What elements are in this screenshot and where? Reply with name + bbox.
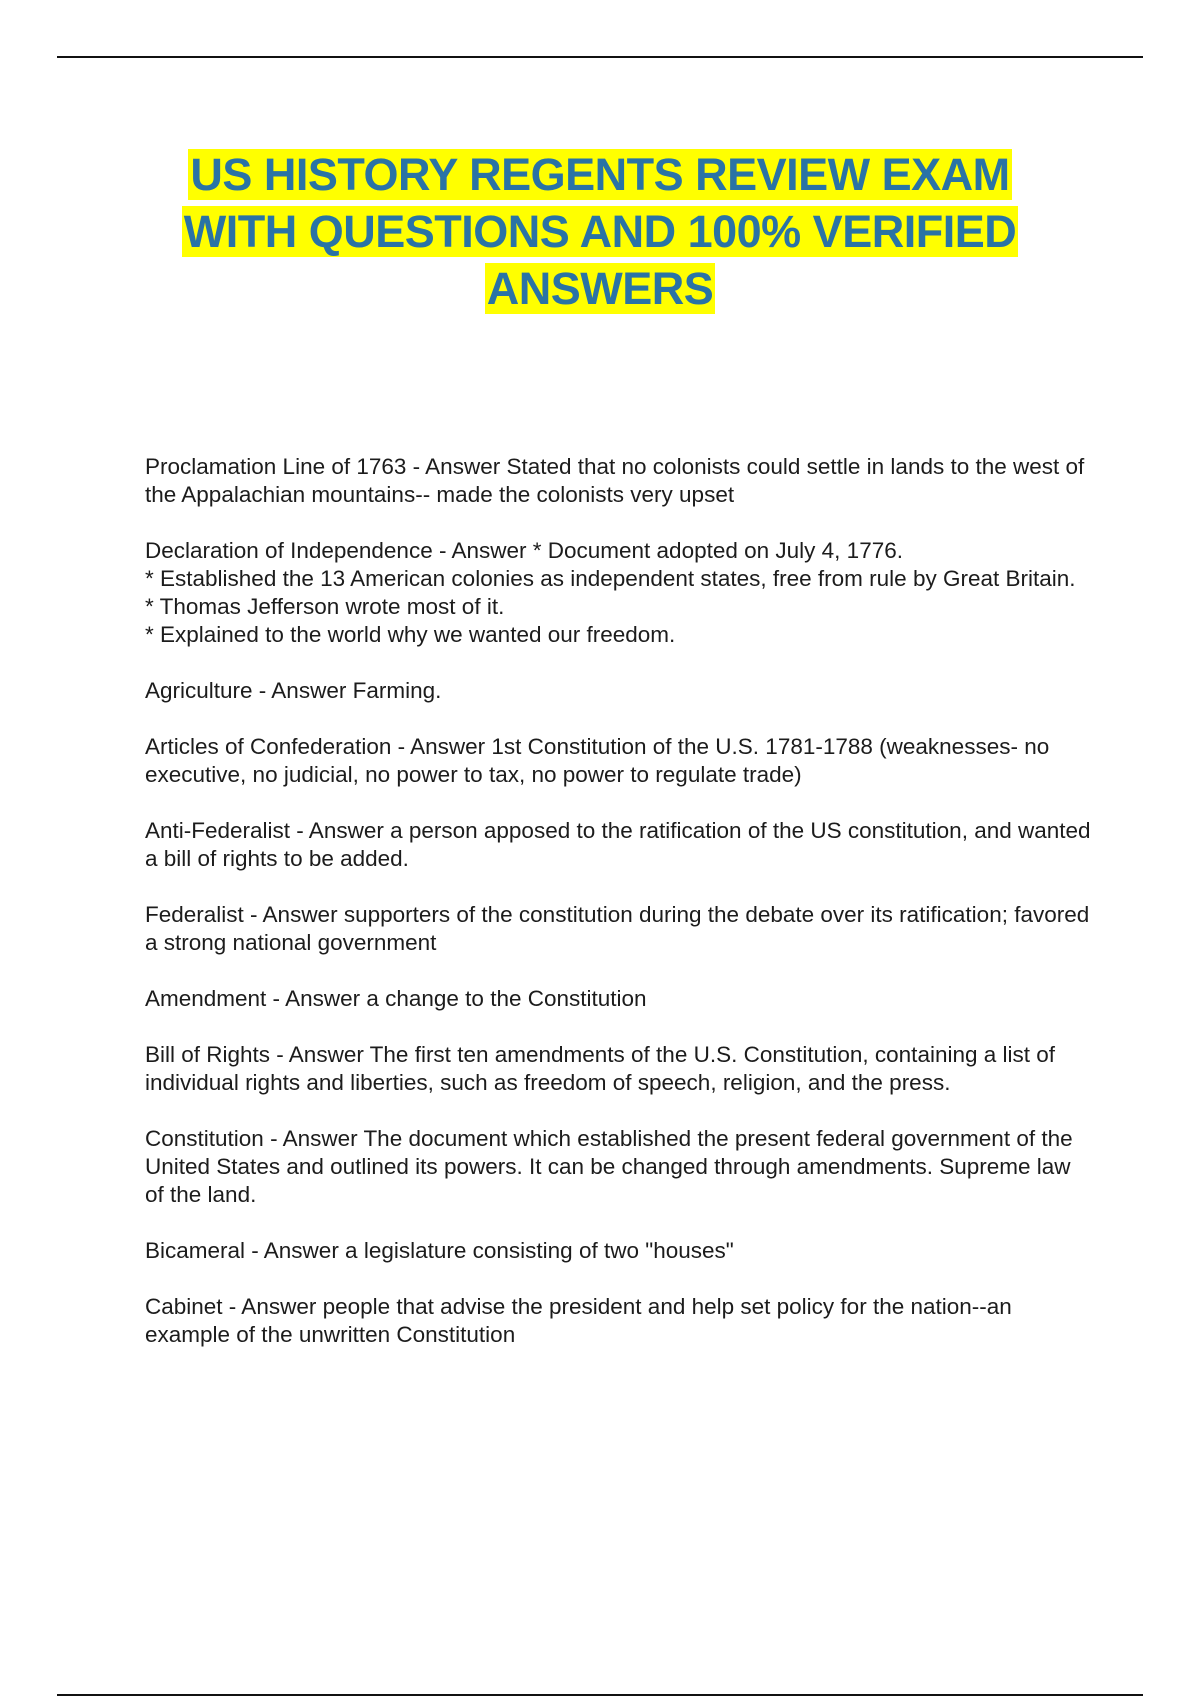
bottom-rule — [57, 1694, 1143, 1696]
qa-entry — [145, 677, 1095, 705]
qa-entry-line: * Established the 13 American colonies as independent states, free from rule by Great Britain. — [145, 566, 1076, 591]
qa-entry — [145, 1125, 1095, 1209]
qa-entry-line: * Explained to the world why we wanted our freedom. — [145, 622, 676, 647]
qa-entry-line: Anti-Federalist - Answer a person apposed to the ratification of the US constitution, and wanted a bill of rights to be added. — [145, 818, 1091, 871]
qa-entry — [145, 537, 1095, 649]
qa-entry-line: Articles of Confederation - Answer 1st Constitution of the U.S. 1781-1788 (weaknesses- no executive, no judicial, no power to tax, no power to regulate trade) — [145, 734, 1050, 787]
qa-entry-line: Federalist - Answer supporters of the constitution during the debate over its ratification; favored a strong national government — [145, 902, 1090, 955]
top-rule — [57, 56, 1143, 58]
qa-entry — [145, 901, 1095, 957]
qa-entry — [145, 985, 1095, 1013]
qa-entry — [145, 1041, 1095, 1097]
qa-entry-line: Declaration of Independence - Answer * Document adopted on July 4, 1776. — [145, 538, 903, 563]
qa-entry-line: Agriculture - Answer Farming. — [145, 678, 442, 703]
title-line-3: ANSWERS — [486, 263, 714, 314]
qa-entry-line: Proclamation Line of 1763 - Answer Stated that no colonists could settle in lands to the west of the Appalachian mountains-- made the colonists very upset — [145, 454, 1085, 507]
qa-entries-list — [145, 453, 1095, 1377]
qa-entry — [145, 1237, 1095, 1265]
document-title — [120, 146, 1080, 317]
qa-entry-line: Constitution - Answer The document which established the present federal government of the United States and outlined its powers. It can be changed through amendments. Supreme law of the land. — [145, 1126, 1073, 1207]
title-line-1: US HISTORY REGENTS REVIEW EXAM — [190, 149, 1010, 200]
qa-entry-line: Bicameral - Answer a legislature consisting of two "houses" — [145, 1238, 734, 1263]
qa-entry — [145, 1293, 1095, 1349]
qa-entry — [145, 817, 1095, 873]
qa-entry-line: Cabinet - Answer people that advise the president and help set policy for the nation--an example of the unwritten Constitution — [145, 1294, 1012, 1347]
qa-entry — [145, 453, 1095, 509]
qa-entry-line: Amendment - Answer a change to the Constitution — [145, 986, 647, 1011]
qa-entry — [145, 733, 1095, 789]
title-line-2: WITH QUESTIONS AND 100% VERIFIED — [183, 206, 1017, 257]
qa-entry-line: * Thomas Jefferson wrote most of it. — [145, 594, 505, 619]
qa-entry-line: Bill of Rights - Answer The first ten amendments of the U.S. Constitution, containing a list of individual rights and liberties, such as freedom of speech, religion, and the press. — [145, 1042, 1056, 1095]
